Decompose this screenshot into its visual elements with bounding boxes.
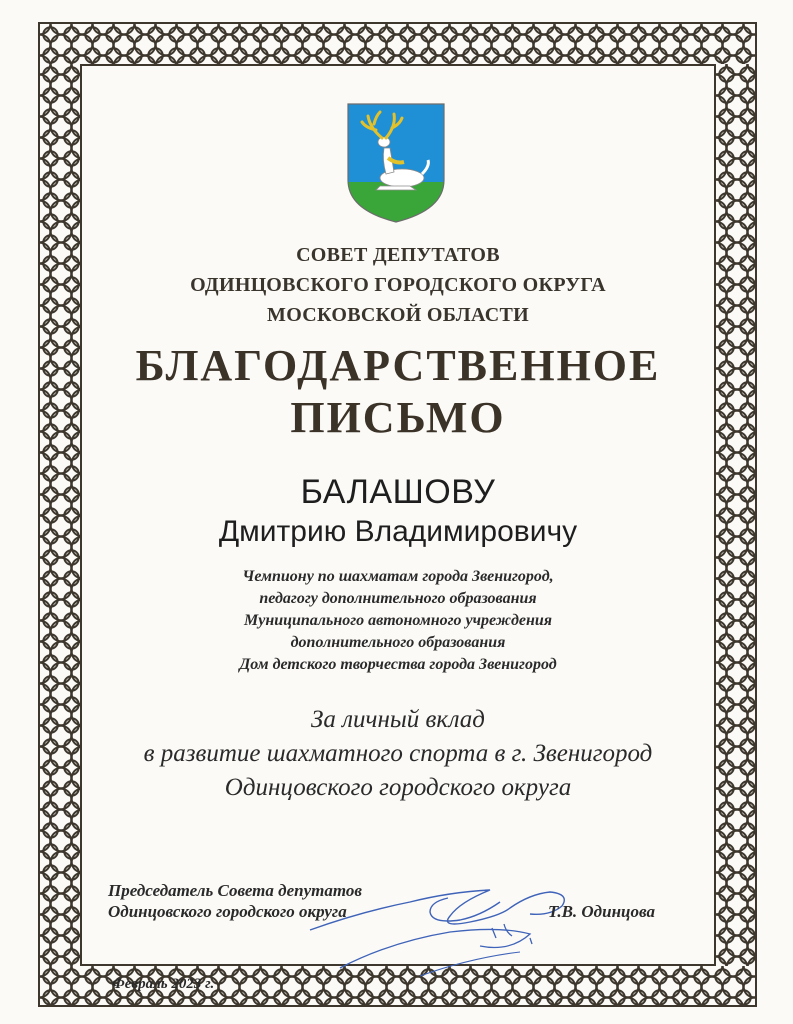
issue-date: Февраль 2023 г.	[112, 976, 215, 992]
reason-line: За личный вклад	[311, 706, 485, 733]
council-line-2: ОДИНЦОВСКОГО ГОРОДСКОГО ОКРУГА	[190, 274, 606, 296]
border-ornament-top	[40, 24, 755, 64]
recipient-surname: БАЛАШОВУ	[300, 473, 496, 511]
title-line-2: ПИСЬМО	[290, 393, 506, 442]
border-ornament-left	[40, 64, 80, 966]
description-line: Чемпиону по шахматам города Звенигород,	[242, 568, 554, 585]
signatory-name: Т.В. Одинцова	[548, 902, 655, 921]
reason-line: Одинцовского городского округа	[224, 774, 572, 801]
description-line: педагогу дополнительного образования	[259, 590, 537, 607]
document-title	[90, 340, 706, 444]
border-ornament-right	[716, 64, 755, 966]
position-line-1: Председатель Совета депутатов	[108, 881, 362, 900]
council-line-1: СОВЕТ ДЕПУТАТОВ	[296, 244, 500, 266]
issuer-council	[90, 240, 706, 330]
description-line: Муниципального автономного учреждения	[243, 612, 553, 629]
recipient-description	[90, 566, 706, 676]
title-line-1: БЛАГОДАРСТВЕННОЕ	[135, 341, 661, 390]
signatory-position	[108, 880, 362, 922]
description-line: Дом детского творчества города Звенигород	[239, 656, 557, 673]
deer-coat-of-arms-icon	[346, 102, 446, 224]
position-line-2: Одинцовского городского округа	[108, 902, 347, 921]
award-reason	[90, 703, 706, 805]
council-line-3: МОСКОВСКОЙ ОБЛАСТИ	[267, 304, 529, 326]
recipient-given-names: Дмитрию Владимировичу	[218, 515, 578, 548]
reason-line: в развитие шахматного спорта в г. Звенигород	[143, 740, 653, 767]
description-line: дополнительного образования	[290, 634, 506, 651]
